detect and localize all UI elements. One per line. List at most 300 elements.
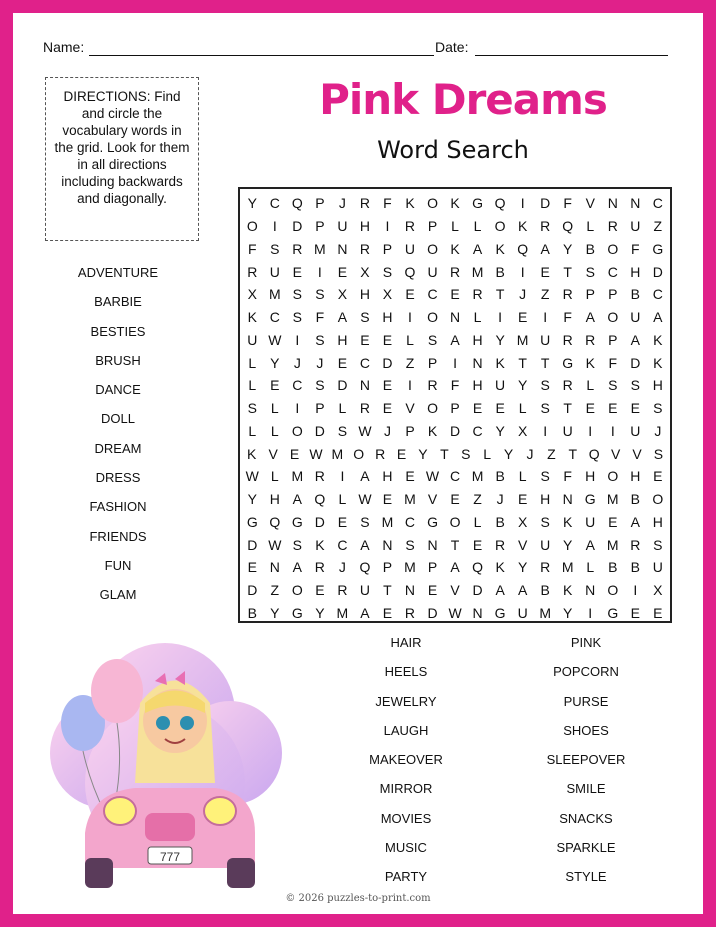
grid-letter[interactable]: R [359, 240, 370, 257]
grid-letter[interactable]: L [518, 400, 527, 417]
grid-letter[interactable]: M [381, 513, 394, 530]
grid-letter[interactable]: S [360, 513, 370, 530]
grid-letter[interactable]: Q [269, 513, 281, 530]
grid-letter[interactable]: S [540, 468, 550, 485]
grid-letter[interactable]: S [540, 377, 550, 394]
grid-letter[interactable]: L [406, 331, 414, 348]
grid-letter[interactable]: B [540, 582, 550, 599]
grid-letter[interactable]: E [450, 286, 460, 303]
grid-letter[interactable]: X [653, 582, 663, 599]
grid-letter[interactable]: I [610, 422, 615, 439]
grid-letter[interactable]: L [338, 400, 347, 417]
grid-letter[interactable]: Y [563, 536, 573, 553]
grid-letter[interactable]: U [359, 582, 370, 599]
grid-letter[interactable]: C [269, 195, 280, 212]
grid-letter[interactable]: B [630, 286, 640, 303]
grid-letter[interactable]: O [427, 309, 438, 326]
grid-letter[interactable]: E [630, 604, 640, 621]
grid-letter[interactable]: Y [270, 604, 280, 621]
grid-letter[interactable]: T [495, 286, 505, 303]
grid-letter[interactable]: P [427, 559, 438, 576]
grid-letter[interactable]: X [360, 263, 370, 280]
grid-letter[interactable]: E [450, 491, 460, 508]
grid-letter[interactable]: Z [540, 286, 550, 303]
grid-letter[interactable]: O [427, 195, 438, 212]
date-line[interactable] [475, 55, 668, 56]
grid-letter[interactable]: R [359, 400, 370, 417]
grid-letter[interactable]: M [336, 604, 349, 621]
grid-letter[interactable]: H [472, 377, 483, 394]
grid-letter[interactable]: H [652, 513, 663, 530]
grid-letter[interactable]: K [315, 536, 325, 553]
grid-letter[interactable]: P [608, 331, 618, 348]
grid-letter[interactable]: N [472, 604, 483, 621]
word-search-grid[interactable] [238, 187, 672, 623]
grid-letter[interactable]: J [519, 286, 527, 303]
grid-letter[interactable]: O [353, 445, 365, 462]
grid-letter[interactable]: U [495, 377, 506, 394]
grid-letter[interactable]: E [337, 354, 348, 371]
grid-letter[interactable]: K [563, 582, 573, 599]
grid-letter[interactable]: N [607, 195, 618, 212]
grid-letter[interactable]: A [653, 309, 663, 326]
grid-letter[interactable]: A [630, 513, 640, 530]
grid-letter[interactable]: S [427, 331, 438, 348]
grid-letter[interactable]: J [496, 491, 504, 508]
grid-letter[interactable]: L [270, 468, 279, 485]
grid-letter[interactable]: B [495, 263, 505, 280]
grid-letter[interactable]: T [440, 445, 449, 462]
grid-letter[interactable]: E [396, 445, 407, 462]
grid-letter[interactable]: Q [494, 195, 506, 212]
grid-letter[interactable]: S [630, 377, 640, 394]
grid-letter[interactable]: E [247, 559, 257, 576]
grid-letter[interactable]: V [268, 445, 278, 462]
grid-letter[interactable]: N [337, 240, 348, 257]
grid-letter[interactable]: M [314, 240, 326, 257]
grid-letter[interactable]: S [337, 422, 348, 439]
grid-letter[interactable]: X [517, 513, 528, 530]
grid-letter[interactable]: Q [314, 491, 326, 508]
grid-letter[interactable]: U [517, 604, 528, 621]
grid-letter[interactable]: S [360, 309, 370, 326]
grid-letter[interactable]: P [315, 195, 325, 212]
grid-letter[interactable]: K [247, 309, 257, 326]
grid-letter[interactable]: M [404, 491, 416, 508]
grid-letter[interactable]: W [268, 536, 282, 553]
grid-letter[interactable]: R [562, 377, 573, 394]
grid-letter[interactable]: M [471, 468, 484, 485]
grid-letter[interactable]: A [495, 582, 505, 599]
grid-letter[interactable]: Z [270, 582, 280, 599]
grid-letter[interactable]: Z [473, 491, 482, 508]
grid-letter[interactable]: O [427, 400, 438, 417]
grid-letter[interactable]: D [292, 218, 303, 235]
grid-letter[interactable]: V [405, 400, 415, 417]
grid-letter[interactable]: E [608, 400, 618, 417]
grid-letter[interactable]: J [293, 354, 301, 371]
grid-letter[interactable]: U [585, 513, 596, 530]
grid-letter[interactable]: R [585, 331, 596, 348]
grid-letter[interactable]: R [247, 263, 258, 280]
grid-letter[interactable]: J [338, 559, 346, 576]
grid-letter[interactable]: Y [247, 195, 257, 212]
grid-letter[interactable]: I [588, 604, 593, 621]
grid-letter[interactable]: E [517, 491, 528, 508]
grid-letter[interactable]: D [540, 195, 551, 212]
grid-letter[interactable]: B [495, 513, 505, 530]
grid-letter[interactable]: D [337, 377, 348, 394]
grid-letter[interactable]: E [382, 400, 393, 417]
grid-letter[interactable]: Q [562, 218, 574, 235]
grid-letter[interactable]: K [517, 218, 528, 235]
grid-letter[interactable]: A [630, 331, 640, 348]
grid-letter[interactable]: K [495, 559, 505, 576]
grid-letter[interactable]: O [494, 218, 506, 235]
grid-letter[interactable]: Q [291, 195, 303, 212]
grid-letter[interactable]: O [652, 491, 664, 508]
grid-letter[interactable]: R [404, 604, 416, 621]
grid-letter[interactable]: U [337, 218, 348, 235]
grid-letter[interactable]: N [562, 491, 573, 508]
grid-letter[interactable]: R [472, 286, 483, 303]
grid-letter[interactable]: K [427, 422, 438, 439]
grid-letter[interactable]: E [427, 582, 438, 599]
grid-letter[interactable]: R [562, 331, 573, 348]
grid-letter[interactable]: I [408, 377, 412, 394]
grid-letter[interactable]: D [472, 582, 483, 599]
grid-letter[interactable]: L [473, 218, 482, 235]
grid-letter[interactable]: S [540, 513, 550, 530]
grid-letter[interactable]: P [427, 354, 438, 371]
grid-letter[interactable]: L [248, 422, 257, 439]
grid-letter[interactable]: M [404, 559, 416, 576]
grid-letter[interactable]: J [316, 354, 324, 371]
grid-letter[interactable]: I [385, 218, 390, 235]
grid-letter[interactable]: K [653, 331, 663, 348]
grid-letter[interactable]: E [382, 604, 393, 621]
grid-letter[interactable]: U [404, 240, 416, 257]
grid-letter[interactable]: S [405, 536, 415, 553]
grid-letter[interactable]: E [630, 400, 640, 417]
grid-letter[interactable]: E [495, 400, 505, 417]
grid-letter[interactable]: N [630, 195, 641, 212]
grid-letter[interactable]: L [586, 559, 595, 576]
grid-letter[interactable]: E [608, 513, 618, 530]
grid-letter[interactable]: W [358, 422, 372, 439]
grid-letter[interactable]: R [375, 445, 386, 462]
grid-letter[interactable]: R [314, 468, 325, 485]
grid-letter[interactable]: I [295, 331, 300, 348]
grid-letter[interactable]: I [520, 263, 525, 280]
grid-letter[interactable]: M [471, 263, 484, 280]
grid-letter[interactable]: K [450, 240, 460, 257]
grid-letter[interactable]: X [517, 422, 528, 439]
grid-letter[interactable]: E [517, 309, 528, 326]
grid-letter[interactable]: S [292, 309, 302, 326]
grid-letter[interactable]: E [382, 377, 393, 394]
grid-letter[interactable]: Q [472, 559, 484, 576]
grid-letter[interactable]: B [495, 468, 505, 485]
grid-letter[interactable]: W [448, 604, 462, 621]
grid-letter[interactable]: R [359, 195, 370, 212]
grid-letter[interactable]: P [427, 218, 438, 235]
grid-letter[interactable]: C [269, 309, 280, 326]
grid-letter[interactable]: R [337, 582, 348, 599]
grid-letter[interactable]: I [272, 218, 277, 235]
grid-letter[interactable]: W [309, 445, 323, 462]
grid-letter[interactable]: S [653, 400, 663, 417]
grid-letter[interactable]: E [270, 377, 280, 394]
grid-letter[interactable]: I [453, 354, 457, 371]
grid-letter[interactable]: I [588, 422, 593, 439]
grid-letter[interactable]: U [562, 422, 573, 439]
grid-letter[interactable]: C [472, 422, 483, 439]
grid-letter[interactable]: D [247, 536, 258, 553]
grid-letter[interactable]: Y [517, 559, 528, 576]
grid-letter[interactable]: F [563, 468, 572, 485]
grid-letter[interactable]: E [337, 513, 348, 530]
grid-letter[interactable]: O [449, 513, 461, 530]
grid-letter[interactable]: A [360, 536, 370, 553]
grid-letter[interactable]: D [382, 354, 393, 371]
grid-letter[interactable]: I [543, 309, 548, 326]
grid-letter[interactable]: I [295, 400, 300, 417]
grid-letter[interactable]: Z [405, 354, 415, 371]
grid-letter[interactable]: I [520, 195, 525, 212]
grid-letter[interactable]: U [540, 536, 551, 553]
grid-letter[interactable]: S [585, 263, 595, 280]
grid-letter[interactable]: E [289, 445, 300, 462]
grid-letter[interactable]: D [652, 263, 663, 280]
grid-letter[interactable]: K [495, 240, 505, 257]
grid-letter[interactable]: S [315, 377, 325, 394]
grid-letter[interactable]: V [585, 195, 595, 212]
grid-letter[interactable]: H [359, 218, 370, 235]
grid-letter[interactable]: R [607, 218, 618, 235]
grid-letter[interactable]: K [247, 445, 257, 462]
grid-letter[interactable]: L [518, 468, 527, 485]
grid-letter[interactable]: B [630, 491, 640, 508]
grid-letter[interactable]: O [246, 218, 258, 235]
grid-letter[interactable]: M [291, 468, 304, 485]
grid-letter[interactable]: A [450, 559, 460, 576]
grid-letter[interactable]: N [472, 354, 483, 371]
grid-letter[interactable]: O [607, 240, 619, 257]
grid-letter[interactable]: L [473, 513, 482, 530]
grid-letter[interactable]: N [427, 536, 438, 553]
grid-letter[interactable]: O [607, 468, 619, 485]
grid-letter[interactable]: K [405, 195, 415, 212]
grid-letter[interactable]: C [652, 286, 663, 303]
grid-letter[interactable]: S [608, 377, 618, 394]
grid-letter[interactable]: O [291, 582, 303, 599]
grid-letter[interactable]: K [585, 354, 595, 371]
grid-letter[interactable]: S [292, 536, 302, 553]
grid-letter[interactable]: H [382, 468, 393, 485]
grid-letter[interactable]: P [315, 218, 325, 235]
grid-letter[interactable]: Z [653, 218, 663, 235]
grid-letter[interactable]: E [653, 468, 663, 485]
grid-letter[interactable]: C [337, 536, 348, 553]
grid-letter[interactable]: E [472, 400, 483, 417]
grid-letter[interactable]: C [427, 286, 438, 303]
grid-letter[interactable]: M [516, 331, 529, 348]
grid-letter[interactable]: A [337, 309, 348, 326]
grid-letter[interactable]: H [652, 377, 663, 394]
grid-letter[interactable]: T [383, 582, 392, 599]
grid-letter[interactable]: I [340, 468, 345, 485]
grid-letter[interactable]: L [473, 309, 482, 326]
grid-letter[interactable]: S [461, 445, 471, 462]
grid-letter[interactable]: U [427, 263, 438, 280]
grid-letter[interactable]: Y [563, 604, 573, 621]
grid-letter[interactable]: M [606, 491, 619, 508]
grid-letter[interactable]: F [631, 240, 640, 257]
grid-letter[interactable]: V [517, 536, 528, 553]
grid-letter[interactable]: A [472, 240, 483, 257]
grid-letter[interactable]: I [317, 263, 322, 280]
grid-letter[interactable]: U [652, 559, 663, 576]
grid-letter[interactable]: A [517, 582, 528, 599]
grid-letter[interactable]: R [562, 286, 573, 303]
grid-letter[interactable]: O [427, 240, 438, 257]
grid-letter[interactable]: C [607, 263, 618, 280]
grid-letter[interactable]: Z [547, 445, 556, 462]
grid-letter[interactable]: T [518, 354, 527, 371]
grid-letter[interactable]: K [495, 354, 505, 371]
grid-letter[interactable]: A [540, 240, 550, 257]
grid-letter[interactable]: S [315, 286, 325, 303]
grid-letter[interactable]: E [540, 263, 550, 280]
grid-letter[interactable]: D [427, 604, 438, 621]
grid-letter[interactable]: T [563, 400, 572, 417]
grid-letter[interactable]: E [315, 582, 325, 599]
grid-letter[interactable]: R [630, 536, 641, 553]
grid-letter[interactable]: W [245, 468, 259, 485]
grid-letter[interactable]: Q [517, 240, 529, 257]
grid-letter[interactable]: I [543, 422, 548, 439]
grid-letter[interactable]: C [652, 195, 663, 212]
grid-letter[interactable]: A [585, 536, 595, 553]
grid-letter[interactable]: E [405, 286, 415, 303]
grid-letter[interactable]: T [563, 263, 572, 280]
grid-letter[interactable]: J [526, 445, 534, 462]
grid-letter[interactable]: V [450, 582, 460, 599]
grid-letter[interactable]: N [449, 309, 461, 326]
grid-letter[interactable]: G [246, 513, 258, 530]
grid-letter[interactable]: B [608, 559, 618, 576]
grid-letter[interactable]: L [338, 491, 347, 508]
grid-letter[interactable]: X [337, 286, 348, 303]
grid-letter[interactable]: R [495, 536, 506, 553]
grid-letter[interactable]: L [270, 422, 279, 439]
grid-letter[interactable]: W [268, 331, 282, 348]
grid-letter[interactable]: Y [418, 445, 428, 462]
grid-letter[interactable]: F [315, 309, 325, 326]
grid-letter[interactable]: L [586, 377, 595, 394]
grid-letter[interactable]: A [292, 491, 302, 508]
grid-letter[interactable]: Y [563, 240, 573, 257]
grid-letter[interactable]: V [610, 445, 621, 462]
grid-letter[interactable]: Q [359, 559, 371, 576]
grid-letter[interactable]: T [540, 354, 550, 371]
grid-letter[interactable]: X [382, 286, 393, 303]
grid-letter[interactable]: M [539, 604, 551, 621]
grid-letter[interactable]: R [314, 559, 325, 576]
grid-letter[interactable]: Y [517, 377, 528, 394]
grid-letter[interactable]: A [292, 559, 302, 576]
grid-letter[interactable]: Y [503, 445, 514, 462]
grid-letter[interactable]: G [427, 513, 438, 530]
grid-letter[interactable]: P [585, 286, 595, 303]
grid-letter[interactable]: S [292, 286, 302, 303]
grid-letter[interactable]: N [359, 377, 370, 394]
grid-letter[interactable]: K [563, 513, 573, 530]
grid-letter[interactable]: L [270, 400, 279, 417]
grid-letter[interactable]: B [585, 240, 595, 257]
grid-letter[interactable]: E [382, 331, 393, 348]
grid-letter[interactable]: N [382, 536, 393, 553]
grid-letter[interactable]: P [382, 559, 393, 576]
grid-letter[interactable]: B [247, 604, 257, 621]
grid-letter[interactable]: D [630, 354, 641, 371]
grid-letter[interactable]: S [653, 445, 664, 462]
grid-letter[interactable]: S [382, 263, 393, 280]
grid-letter[interactable]: U [540, 331, 551, 348]
grid-letter[interactable]: E [337, 263, 348, 280]
grid-letter[interactable]: T [568, 445, 578, 462]
grid-letter[interactable]: H [540, 491, 551, 508]
grid-letter[interactable]: Y [495, 422, 505, 439]
grid-letter[interactable]: D [449, 422, 461, 439]
grid-letter[interactable]: G [494, 604, 506, 621]
grid-letter[interactable]: S [270, 240, 280, 257]
grid-letter[interactable]: G [291, 513, 303, 530]
grid-letter[interactable]: R [449, 263, 461, 280]
grid-letter[interactable]: R [404, 218, 416, 235]
grid-letter[interactable]: F [563, 309, 572, 326]
grid-letter[interactable]: C [449, 468, 461, 485]
grid-letter[interactable]: I [498, 309, 503, 326]
grid-letter[interactable]: D [314, 513, 325, 530]
grid-letter[interactable]: U [247, 331, 258, 348]
grid-letter[interactable]: H [382, 309, 393, 326]
grid-letter[interactable]: S [315, 331, 325, 348]
grid-letter[interactable]: G [584, 491, 596, 508]
grid-letter[interactable]: C [404, 513, 416, 530]
grid-letter[interactable]: L [248, 354, 257, 371]
grid-letter[interactable]: M [561, 559, 574, 576]
grid-letter[interactable]: L [586, 218, 595, 235]
grid-letter[interactable]: Y [270, 354, 280, 371]
grid-letter[interactable]: H [359, 286, 370, 303]
grid-letter[interactable]: R [292, 240, 303, 257]
grid-letter[interactable]: H [630, 263, 641, 280]
grid-letter[interactable]: P [450, 400, 460, 417]
grid-letter[interactable]: E [585, 400, 595, 417]
grid-letter[interactable]: K [653, 354, 663, 371]
grid-letter[interactable]: S [540, 400, 550, 417]
grid-letter[interactable]: J [338, 195, 346, 212]
grid-letter[interactable]: C [359, 354, 370, 371]
grid-letter[interactable]: L [483, 445, 492, 462]
grid-letter[interactable]: E [472, 536, 483, 553]
grid-letter[interactable]: N [269, 559, 280, 576]
grid-letter[interactable]: F [247, 240, 257, 257]
grid-letter[interactable]: H [585, 468, 596, 485]
grid-letter[interactable]: W [425, 468, 440, 485]
